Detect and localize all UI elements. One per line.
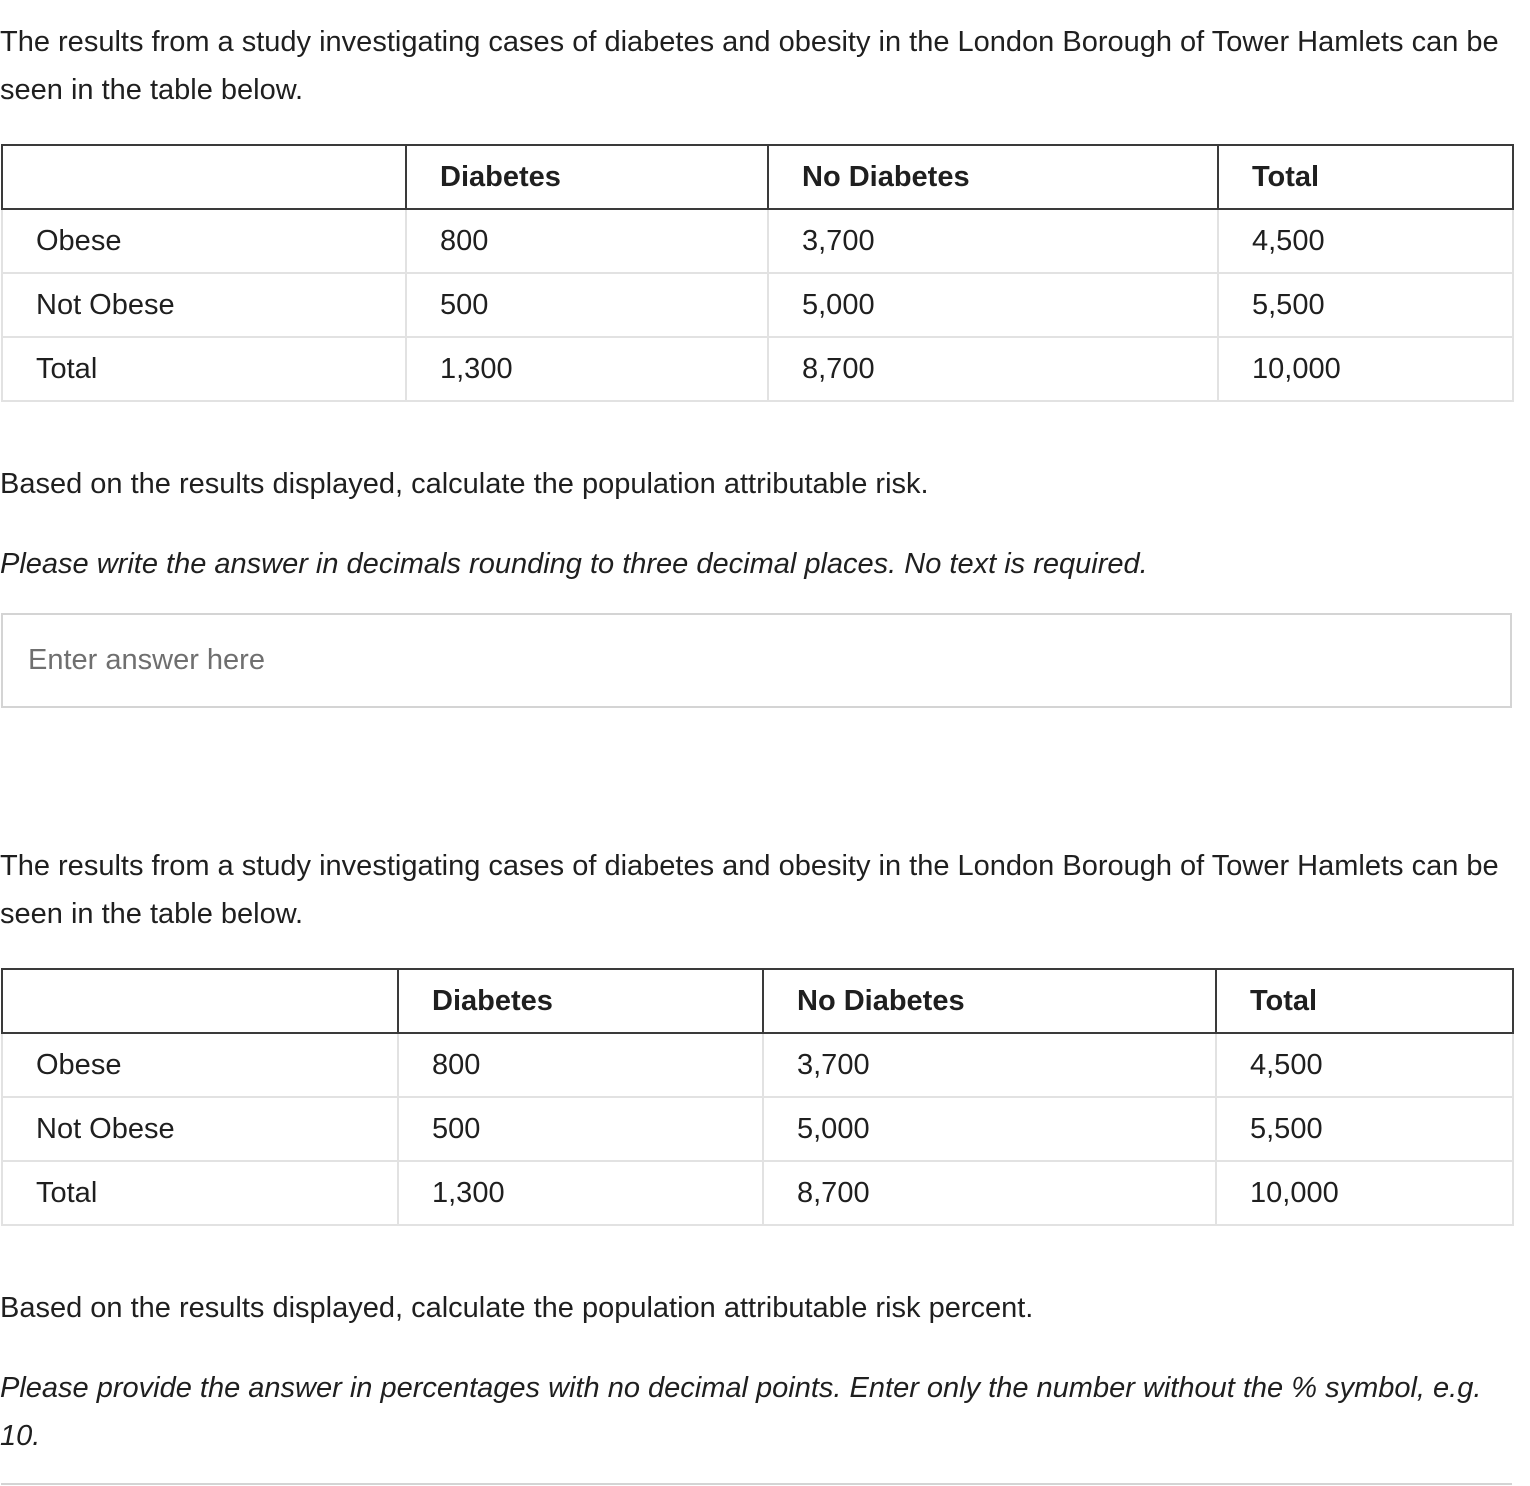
table-cell: 5,500 [1216,1097,1513,1161]
table-cell: 8,700 [763,1161,1216,1225]
table-cell: 5,500 [1218,273,1513,337]
table-row [2,1033,1513,1097]
table-cell: 4,500 [1216,1033,1513,1097]
table-cell: 10,000 [1218,337,1513,401]
table-header-row [2,969,1513,1033]
table-cell: 1,300 [398,1161,763,1225]
table-cell: 3,700 [768,209,1218,273]
table-row [2,337,1513,401]
answer-input[interactable] [1,613,1512,708]
table-cell: 8,700 [768,337,1218,401]
header-cell-empty [2,969,398,1033]
table-cell: 800 [398,1033,763,1097]
table-cell: 5,000 [768,273,1218,337]
table-cell: 800 [406,209,768,273]
row-label: Not Obese [2,273,406,337]
header-cell-diabetes: Diabetes [406,145,768,209]
header-cell-empty [2,145,406,209]
header-cell-no-diabetes: No Diabetes [763,969,1216,1033]
header-cell-no-diabetes: No Diabetes [768,145,1218,209]
table-row [2,1097,1513,1161]
table-cell: 500 [406,273,768,337]
results-table [1,968,1514,1226]
header-cell-total: Total [1216,969,1513,1033]
row-label: Total [2,337,406,401]
row-label: Total [2,1161,398,1225]
table-cell: 10,000 [1216,1161,1513,1225]
row-label: Not Obese [2,1097,398,1161]
answer-instruction: Please provide the answer in percentages with no decimal points. Enter only the number without the % symbol, e.g. 10. [0,1372,1482,1452]
table-cell: 4,500 [1218,209,1513,273]
table-row [2,273,1513,337]
divider [1,1483,1512,1485]
row-label: Obese [2,1033,398,1097]
question-intro: The results from a study investigating cases of diabetes and obesity in the London Borough of Tower Hamlets can be seen in the table below. [0,850,1499,930]
question-prompt: Based on the results displayed, calculate the population attributable risk percent. [0,1292,1034,1324]
results-table [1,144,1514,402]
row-label: Obese [2,209,406,273]
header-cell-diabetes: Diabetes [398,969,763,1033]
table-header-row [2,145,1513,209]
answer-instruction: Please write the answer in decimals rounding to three decimal places. No text is required. [0,548,1148,580]
table-cell: 1,300 [406,337,768,401]
header-cell-total: Total [1218,145,1513,209]
table-row [2,1161,1513,1225]
question-prompt: Based on the results displayed, calculate the population attributable risk. [0,468,929,500]
table-cell: 5,000 [763,1097,1216,1161]
table-cell: 500 [398,1097,763,1161]
question-intro: The results from a study investigating cases of diabetes and obesity in the London Borough of Tower Hamlets can be seen in the table below. [0,26,1499,106]
table-row [2,209,1513,273]
table-cell: 3,700 [763,1033,1216,1097]
